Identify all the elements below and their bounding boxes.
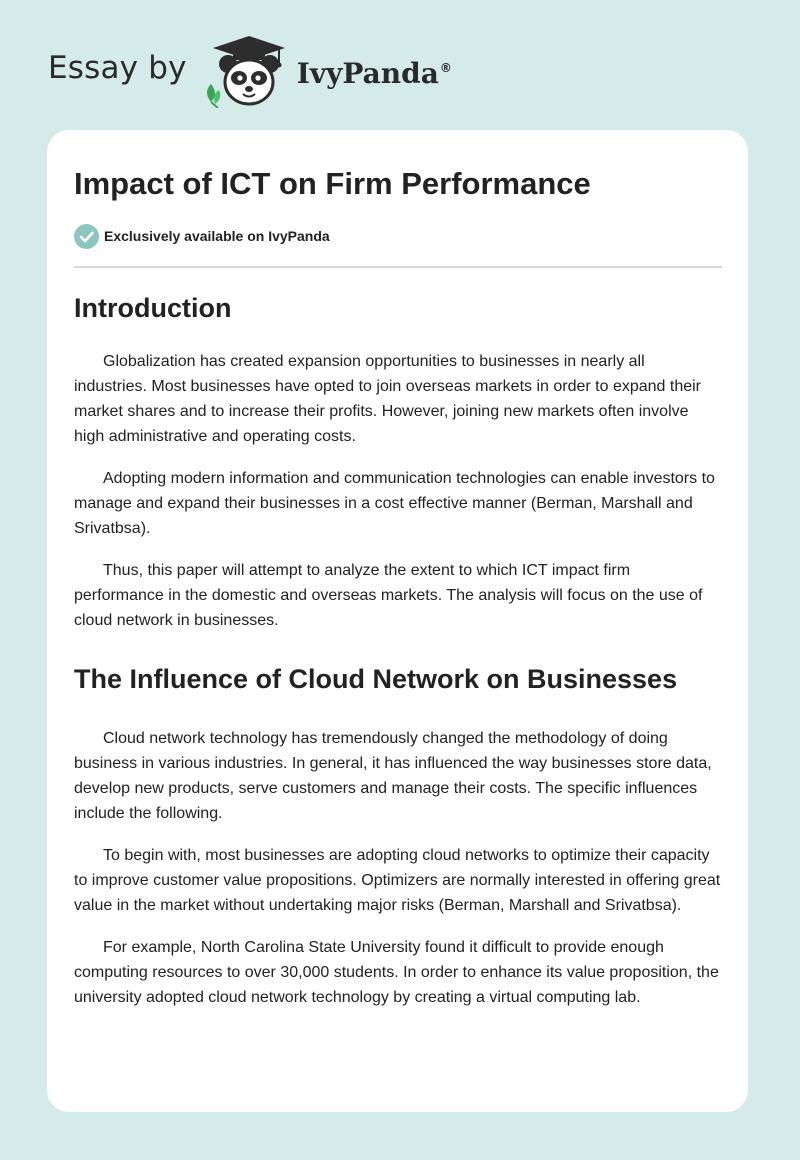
exclusive-label: Exclusively available on IvyPanda [104,228,330,244]
paragraph: Thus, this paper will attempt to analyze the extent to which ICT impact firm performance in the domestic and overseas markets. The analysis will focus on the use of cloud network in businesses. [74,562,703,629]
paragraph: For example, North Carolina State University found it difficult to provide enough computing resources to over 30,000 students. In order to enhance its value proposition, the university adopted cloud network technology by creating a virtual computing lab. [74,939,719,1006]
title-divider [74,266,722,268]
exclusive-badge [74,223,722,249]
brand-name [297,57,452,90]
brand-name-text: IvyPanda [296,56,439,90]
section-heading: Introduction [74,293,232,323]
paragraph: Cloud network technology has tremendously changed the methodology of doing business in various industries. In general, it has influenced the way businesses store data, develop new products, serve customers and manage their costs. The specific influences include the following. [74,730,712,822]
paragraph: Globalization has created expansion opportunities to businesses in nearly all industries. Most businesses have opted to join overseas markets in order to expand their market shares and to increase their profits. However, joining new markets often involve high administrative and operating costs. [74,353,701,445]
article-card [47,130,748,1112]
section-heading: The Influence of Cloud Network on Businesses [74,664,678,694]
site-header [48,34,452,108]
panda-mascot-icon [199,34,295,108]
article-title: Impact of ICT on Firm Performance [74,166,591,201]
registered-mark: ® [439,61,452,76]
check-circle-icon [74,224,99,249]
paragraph: To begin with, most businesses are adopting cloud networks to optimize their capacity to improve customer value propositions. Optimizers are normally interested in offering great value in the market without undertaking major risks (Berman, Marshall and Srivatbsa). [74,847,721,914]
section-introduction [74,288,722,633]
brand-prefix: Essay by [48,50,187,86]
section-cloud-network [74,659,722,1010]
paragraph: Adopting modern information and communication technologies can enable investors to manage and expand their businesses in a cost effective manner (Berman, Marshall and Srivatbsa). [74,470,715,537]
